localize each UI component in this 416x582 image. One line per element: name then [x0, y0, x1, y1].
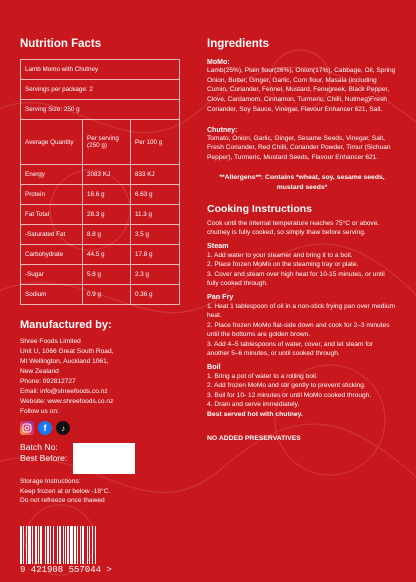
- header-average-quantity: Average Quantity: [21, 120, 83, 164]
- tiktok-icon[interactable]: ♪: [56, 421, 70, 435]
- social-icons: [20, 421, 180, 435]
- boil-step: 3. Boil for 10- 12 minutes or until MoMo cooked through.: [207, 391, 372, 399]
- follow-us-label: Follow us on:: [20, 408, 59, 415]
- steam-heading: Steam: [207, 240, 229, 250]
- nutrient-name: Fat Total: [21, 205, 83, 224]
- table-row: [21, 205, 179, 225]
- nutrient-name: Sodium: [21, 285, 83, 304]
- website: Website: www.shreefoods.co.nz: [20, 398, 114, 405]
- facebook-icon[interactable]: f: [38, 421, 52, 435]
- chutney-heading: Chutney:: [207, 126, 238, 134]
- cooking-section: [207, 203, 397, 442]
- serving-size: Serving Size: 250 g: [25, 106, 80, 113]
- table-row: [21, 185, 179, 205]
- best-before-label: Best Before:: [20, 453, 68, 463]
- right-column: [207, 38, 397, 442]
- panfry-heading: Pan Fry: [207, 291, 234, 301]
- chutney-ingredients: Tomato, Onion, Garlic, Ginger, Sesame Seeds, Vinegar, Salt, Fresh Coriander, Red Chilli, Coriander Powder, Timur (Sichuan Pepper), Turmeric, Mustard Seeds, Flavour Enhancer 621.: [207, 134, 391, 161]
- nutrient-per-100g: 833 KJ: [135, 171, 155, 178]
- barcode-number: 9 421908 557044 >: [20, 564, 112, 575]
- steam-step: 2. Place frozen MoMo on the steaming tray or plate.: [207, 261, 359, 269]
- nutrient-per-serving: 28.3 g: [83, 205, 131, 224]
- manufacturer-address: [20, 337, 180, 417]
- momo-heading: MoMo:: [207, 59, 230, 66]
- table-row: [21, 285, 179, 304]
- phone: Phone: 092812727: [20, 378, 76, 385]
- allergens-note: **Allergens**: Contains *wheat, soy, sesame seeds, mustard seeds*: [219, 173, 385, 191]
- nutrient-per-serving: 8.8 g: [83, 225, 131, 244]
- nutrient-per-serving: 44.5 g: [83, 245, 131, 264]
- storage-line: Keep frozen at or below -18°C.: [20, 487, 111, 495]
- nutrient-per-100g: 17.8 g: [135, 251, 153, 258]
- table-row: [21, 165, 179, 185]
- barcode-bars: [20, 526, 142, 564]
- panfry-step: 3. Add 4–5 tablespoons of water, cover, and let steam for another 5–6 minutes, or until cooked through.: [207, 340, 374, 358]
- panfry-step: 1. Heat 1 tablespoon of oil in a non-stick frying pan over medium heat.: [207, 302, 396, 320]
- cooking-intro: chutney is fully cooked, so simply thaw before serving.: [207, 229, 366, 237]
- cooking-intro: Cook until the internal temperature reaches 75°C or above.: [207, 219, 380, 227]
- ingredients-title: Ingredients: [207, 38, 269, 50]
- nutrient-per-serving: 2083 KJ: [83, 165, 131, 184]
- nutrient-per-100g: 3.5 g: [135, 231, 150, 238]
- table-row: [21, 245, 179, 265]
- storage-instructions: [20, 477, 180, 506]
- nutrient-name: Carbohydrate: [21, 245, 83, 264]
- product-name: Lamb Momo with Chutney: [25, 66, 99, 73]
- barcode-bar: [96, 526, 97, 564]
- table-row: [21, 225, 179, 245]
- best-served-note: Best served hot with chutney.: [207, 410, 303, 418]
- boil-step: 2. Add frozen MoMo and stir gently to prevent sticking.: [207, 382, 366, 390]
- header-per-100g: Per 100 g: [135, 138, 163, 146]
- panfry-step: 2. Place frozen MoMo flat-side down and cook for 2–3 minutes until the bottoms are golden brown.: [207, 321, 390, 339]
- nutrition-table: [20, 59, 180, 305]
- no-preservatives-note: NO ADDED PRESERVATIVES: [207, 434, 301, 442]
- boil-step: 4. Drain and serve immediately.: [207, 401, 300, 409]
- cooking-title: Cooking Instructions: [207, 202, 312, 215]
- table-header: [21, 120, 179, 165]
- barcode: [20, 526, 142, 575]
- address-line: New Zealand: [20, 368, 59, 375]
- table-row: [21, 265, 179, 285]
- nutrient-name: -Saturated Fat: [21, 225, 83, 244]
- batch-info-box: [73, 443, 135, 474]
- servings-per-package: Servings per package: 2: [25, 86, 93, 93]
- nutrient-per-serving: 0.9 g: [83, 285, 131, 304]
- manufacturer-section: [20, 319, 180, 435]
- batch-section: [20, 442, 180, 474]
- momo-ingredients: Lamb(25%), Plain flour(26%), Onion(17%), Cabbage, Oil, Spring Onion, Butter, Ginger, Garlic, Corn flour, Masala (including Cumin, Coriander, Fennel, Mustard, Fenugreek, Black Pepper, Clove, Cardamom, Cinnamon, Turmeric, Chilli, Nutmeg)Fresh Coriander, Soy Sauce, Vinegar, Flavour Enhancer 621, Salt.: [207, 67, 396, 113]
- email: Email: info@shreefoods.co.nz: [20, 388, 108, 395]
- steam-step: 3. Cover and steam over high heat for 10-15 minutes, or until fully cooked through.: [207, 270, 385, 288]
- nutrient-name: -Sugar: [21, 265, 83, 284]
- header-per-serving: Per serving (250 g): [83, 120, 131, 164]
- boil-step: 1. Bring a pot of water to a rolling boil.: [207, 372, 318, 380]
- nutrient-name: Protein: [21, 185, 83, 204]
- nutrient-name: Energy: [21, 165, 83, 184]
- steam-step: 1. Add water to your steamer and bring it to a boil.: [207, 251, 353, 259]
- nutrition-title: Nutrition Facts: [20, 38, 102, 50]
- nutrient-per-serving: 16.6 g: [83, 185, 131, 204]
- nutrient-per-100g: 6.63 g: [135, 191, 153, 198]
- nutrient-per-serving: 5.8 g: [83, 265, 131, 284]
- batch-no-label: Batch No:: [20, 442, 58, 452]
- left-column: [20, 38, 180, 575]
- nutrient-per-100g: 2.3 g: [135, 271, 150, 278]
- instagram-icon[interactable]: [20, 421, 34, 435]
- manufacturer-title: Manufactured by:: [20, 319, 112, 331]
- nutrient-per-100g: 0.36 g: [135, 291, 153, 298]
- nutrient-per-100g: 11.3 g: [135, 211, 153, 218]
- boil-heading: Boil: [207, 361, 221, 371]
- storage-line: Do not refreeze once thawed: [20, 497, 105, 504]
- address-line: Mt Wellington, Auckland 1061,: [20, 358, 109, 365]
- storage-title: Storage Instructions:: [20, 478, 81, 485]
- address-line: Unit U, 1066 Great South Road,: [20, 348, 114, 355]
- company-name: Shree Foods Limited: [20, 338, 81, 345]
